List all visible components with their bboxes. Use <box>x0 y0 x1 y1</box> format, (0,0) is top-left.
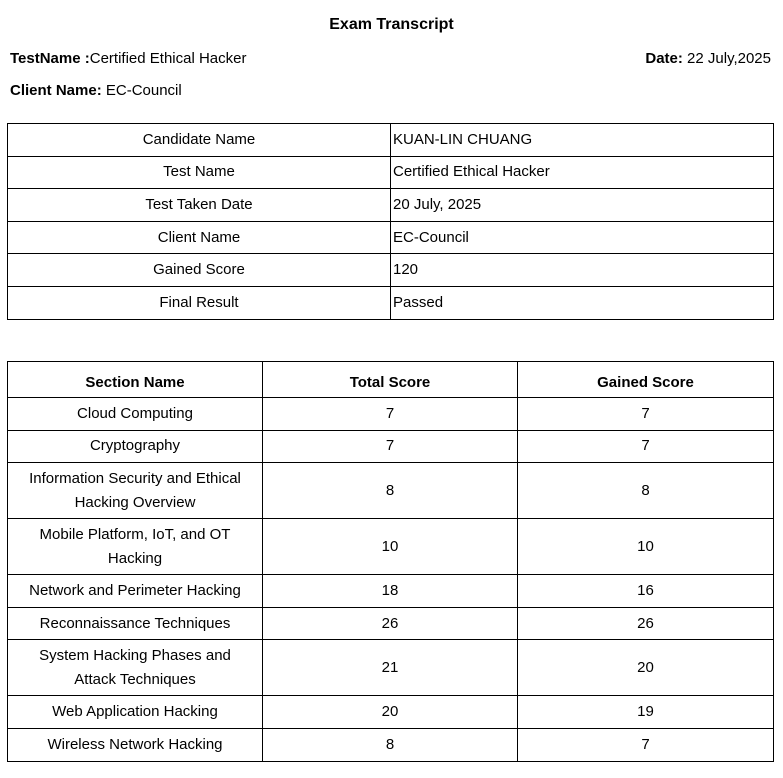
page-title: Exam Transcript <box>329 16 454 33</box>
section-name: Web Application Hacking <box>8 696 263 729</box>
gained-score: 20 <box>518 640 774 696</box>
client-label: Client Name: <box>10 82 102 99</box>
section-scores-table <box>7 361 774 762</box>
section-name: Cryptography <box>8 430 263 463</box>
gained-score: 7 <box>518 430 774 463</box>
client-name-row-value: EC-Council <box>391 221 774 254</box>
total-score: 8 <box>263 728 518 761</box>
total-score: 18 <box>263 575 518 608</box>
section-name: System Hacking Phases and Attack Techniques <box>8 640 263 696</box>
table-row <box>8 189 774 222</box>
section-name: Mobile Platform, IoT, and OT Hacking <box>8 519 263 575</box>
table-row <box>8 430 774 463</box>
final-result-label: Final Result <box>8 286 391 319</box>
test-name-line <box>10 50 246 68</box>
gained-score: 26 <box>518 607 774 640</box>
table-row <box>8 286 774 319</box>
total-score: 20 <box>263 696 518 729</box>
table-row <box>8 519 774 575</box>
client-line <box>10 82 182 100</box>
candidate-name-label: Candidate Name <box>8 124 391 157</box>
test-taken-date-value: 20 July, 2025 <box>391 189 774 222</box>
gained-score: 7 <box>518 398 774 431</box>
table-row <box>8 221 774 254</box>
table-row <box>8 463 774 519</box>
total-score-header: Total Score <box>263 362 518 398</box>
table-row <box>8 124 774 157</box>
section-name-header: Section Name <box>8 362 263 398</box>
table-row <box>8 398 774 431</box>
section-name: Reconnaissance Techniques <box>8 607 263 640</box>
total-score: 10 <box>263 519 518 575</box>
section-name: Wireless Network Hacking <box>8 728 263 761</box>
test-name-row-value: Certified Ethical Hacker <box>391 156 774 189</box>
test-name-value: Certified Ethical Hacker <box>89 50 247 67</box>
total-score: 7 <box>263 398 518 431</box>
candidate-name-value: KUAN-LIN CHUANG <box>391 124 774 157</box>
total-score: 26 <box>263 607 518 640</box>
test-taken-date-label: Test Taken Date <box>8 189 391 222</box>
test-name-label: TestName : <box>10 50 90 67</box>
gained-score: 16 <box>518 575 774 608</box>
gained-score-value: 120 <box>391 254 774 287</box>
gained-score: 19 <box>518 696 774 729</box>
section-name: Information Security and Ethical Hacking Overview <box>8 463 263 519</box>
table-row <box>8 696 774 729</box>
table-header-row <box>8 362 774 398</box>
gained-score: 10 <box>518 519 774 575</box>
date-line <box>645 50 771 68</box>
table-row <box>8 607 774 640</box>
table-row <box>8 640 774 696</box>
table-row <box>8 728 774 761</box>
test-name-row-label: Test Name <box>8 156 391 189</box>
total-score: 7 <box>263 430 518 463</box>
table-row <box>8 254 774 287</box>
total-score: 8 <box>263 463 518 519</box>
total-score: 21 <box>263 640 518 696</box>
table-row <box>8 156 774 189</box>
date-label: Date: <box>645 50 683 67</box>
client-value: EC-Council <box>101 82 182 99</box>
final-result-value: Passed <box>391 286 774 319</box>
client-name-row-label: Client Name <box>8 221 391 254</box>
section-name: Cloud Computing <box>8 398 263 431</box>
candidate-info-table <box>7 123 774 320</box>
gained-score-label: Gained Score <box>8 254 391 287</box>
gained-score: 8 <box>518 463 774 519</box>
date-value: 22 July,2025 <box>682 50 771 67</box>
gained-score: 7 <box>518 728 774 761</box>
section-name: Network and Perimeter Hacking <box>8 575 263 608</box>
table-row <box>8 575 774 608</box>
gained-score-header: Gained Score <box>518 362 774 398</box>
